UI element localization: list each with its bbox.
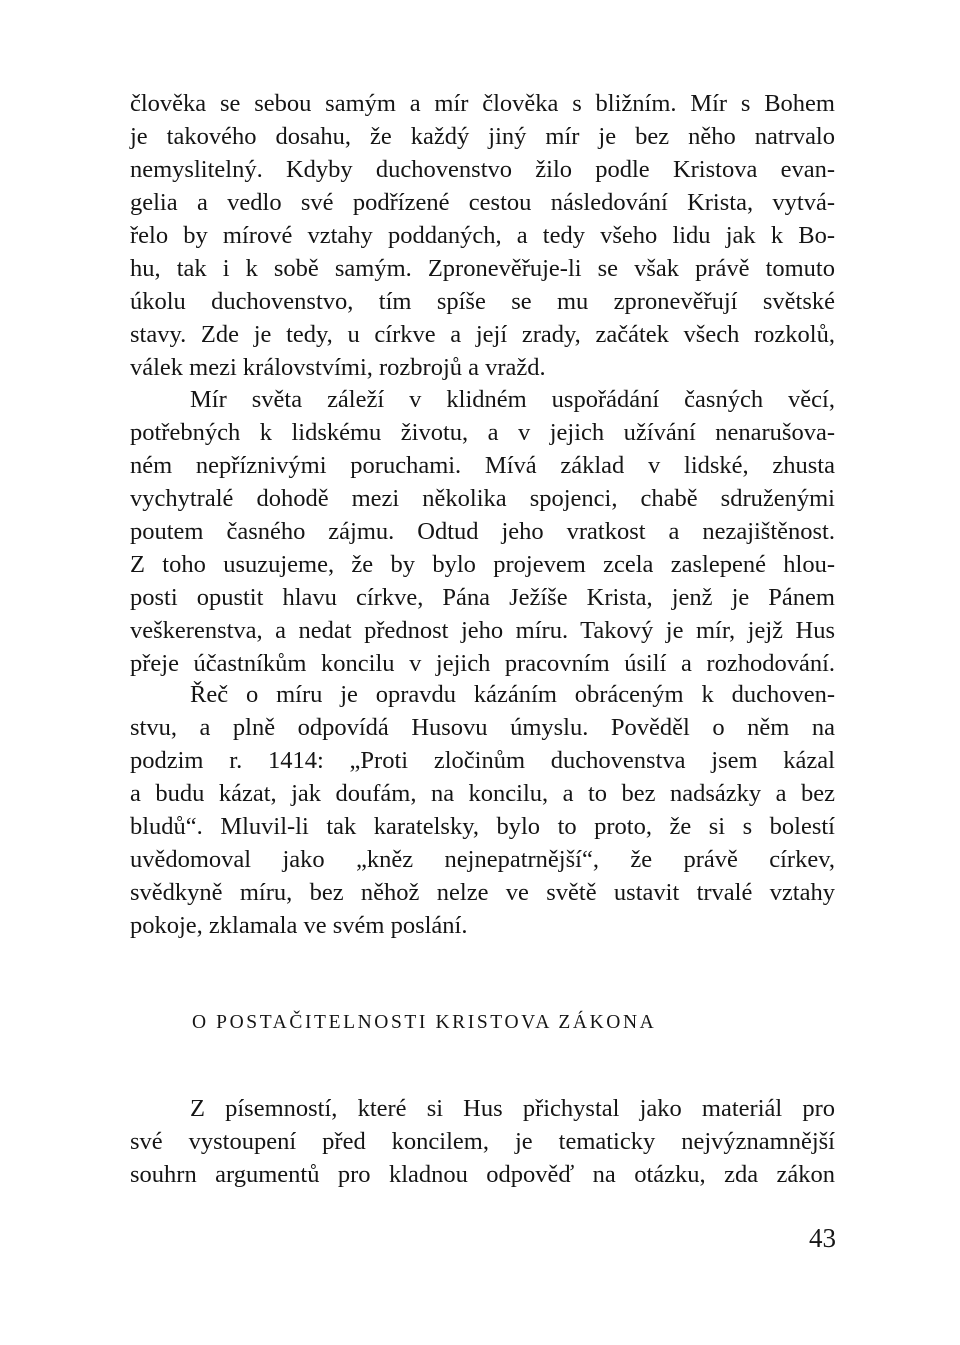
text-line: stavy. Zde je tedy, u církve a její zrady, začátek všech rozkolů, (130, 321, 835, 348)
text-line: posti opustit hlavu církve, Pána Ježíše Krista, jenž je Pánem (130, 584, 835, 611)
text-line: gelia a vedlo své podřízené cestou následování Krista, vytvá- (130, 189, 835, 216)
page-number: 43 (809, 1223, 836, 1253)
text-line: hu, tak i k sobě samým. Zpronevěřuje-li se však právě tomuto (130, 255, 835, 282)
text-line: podzim r. 1414: „Proti zločinům duchovenstva jsem kázal (130, 747, 835, 774)
text-line: vychytralé dohodě mezi několika spojenci, chabě sdruženými (130, 485, 835, 512)
text-line: Řeč o míru je opravdu kázáním obráceným k duchoven- (190, 681, 835, 708)
text-line: úkolu duchovenstvo, tím spíše se mu zpronevěřují světské (130, 288, 835, 315)
text-line: své vystoupení před koncilem, je tematicky nejvýznamnější (130, 1128, 835, 1155)
text-line: potřebných k lidskému životu, a v jejich užívání nenarušova- (130, 419, 835, 446)
text-line: poutem časného zájmu. Odtud jeho vratkost a nezajištěnost. (130, 518, 835, 545)
text-line: člověka se sebou samým a mír člověka s bližním. Mír s Bohem (130, 90, 835, 117)
text-line: přeje účastníkům koncilu v jejich pracovním úsilí a rozhodování. (130, 650, 835, 677)
text-line: veškerenstva, a nedat přednost jeho míru. Takový je mír, jejž Hus (130, 617, 835, 644)
text-line: stvu, a plně odpovídá Husovu úmyslu. Pověděl o něm na (130, 714, 835, 741)
text-line: svědkyně míru, bez něhož nelze ve světě ustavit trvalé vztahy (130, 879, 835, 906)
text-line: Z písemností, které si Hus přichystal jako materiál pro (190, 1095, 835, 1122)
text-line: souhrn argumentů pro kladnou odpověď na otázku, zda zákon (130, 1161, 835, 1188)
text-line: uvědomoval jako „kněz nejnepatrnější“, že právě církev, (130, 846, 835, 873)
text-line: bludů“. Mluvil-li tak karatelsky, bylo to proto, že si s bolestí (130, 813, 835, 840)
text-line: Z toho usuzujeme, že by bylo projevem zcela zaslepené hlou- (130, 551, 835, 578)
text-line: válek mezi královstvími, rozbrojů a vražd. (130, 354, 546, 381)
text-line: nemyslitelný. Kdyby duchovenstvo žilo podle Kristova evan- (130, 156, 835, 183)
text-line: Mír světa záleží v klidném uspořádání časných věcí, (190, 386, 835, 413)
text-line: je takového dosahu, že každý jiný mír je bez něho natrvalo (130, 123, 835, 150)
text-line: řelo by mírové vztahy poddaných, a tedy všeho lidu jak k Bo- (130, 222, 835, 249)
text-line: a budu kázat, jak doufám, na koncilu, a to bez nadsázky a bez (130, 780, 835, 807)
section-heading: O POSTAČITELNOSTI KRISTOVA ZÁKONA (192, 1012, 657, 1033)
text-line: pokoje, zklamala ve svém poslání. (130, 912, 468, 939)
text-line: ném nepříznivými poruchami. Mívá základ v lidské, zhusta (130, 452, 835, 479)
